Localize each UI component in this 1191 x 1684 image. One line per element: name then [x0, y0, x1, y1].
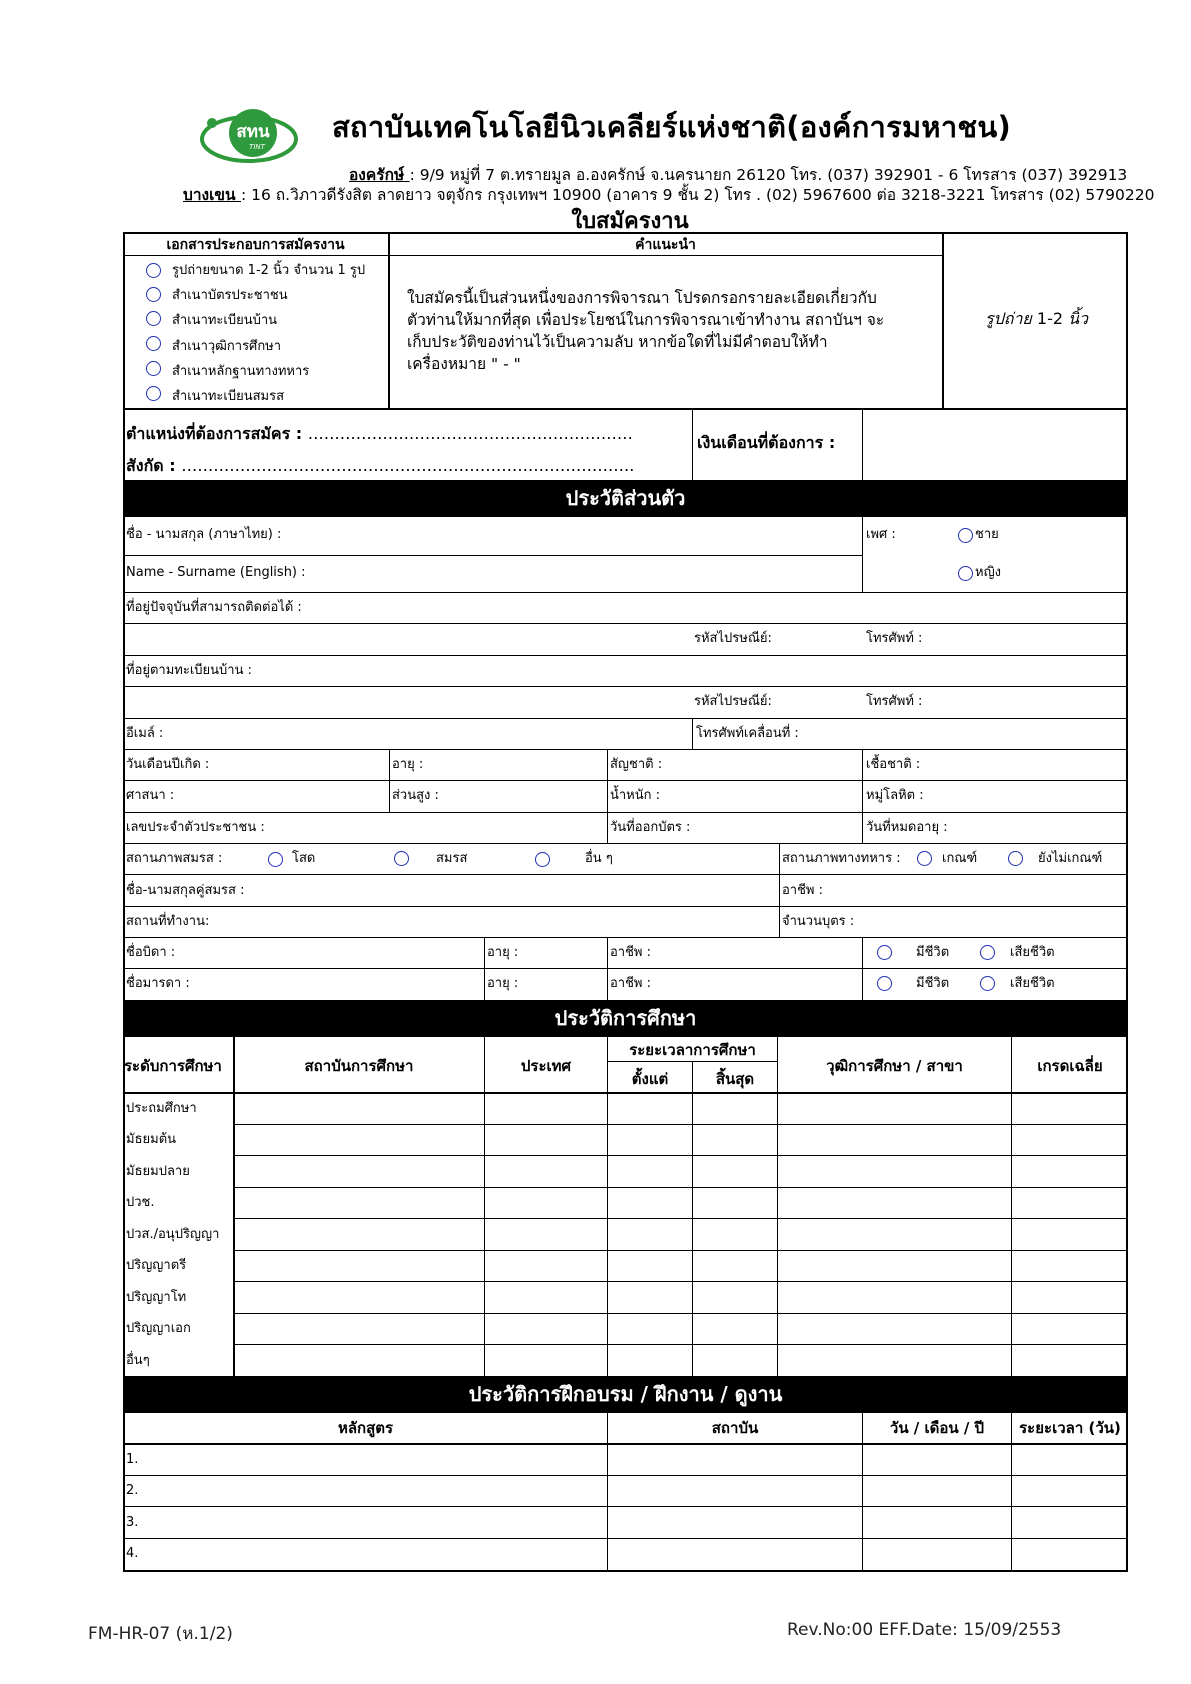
mother-alive-label: มีชีวิต [916, 976, 950, 991]
doc-checkbox-id-card[interactable] [146, 287, 161, 302]
mother-name-field[interactable]: ชื่อมารดา : [126, 976, 190, 991]
col-from: ตั้งแต่ [631, 1070, 669, 1088]
workplace-field[interactable]: สถานที่ทำงาน: [126, 914, 210, 929]
col-country: ประเทศ [520, 1057, 572, 1075]
father-alive-label: มีชีวิต [916, 945, 950, 960]
doc-checkbox-marriage[interactable] [146, 386, 161, 401]
col-to: สิ้นสุด [715, 1070, 755, 1088]
org-name: สถาบันเทคโนโลยีนิวเคลียร์แห่งชาติ(องค์การมหาชน) [332, 110, 1012, 144]
doc-checkbox-house-reg[interactable] [146, 311, 161, 326]
logo-subtext: TINT [249, 143, 265, 151]
doc-item-photo: รูปถ่ายขนาด 1-2 นิ้ว จำนวน 1 รูป [172, 263, 366, 278]
race-field[interactable]: เชื้อชาติ : [866, 757, 921, 772]
training-row-1: 1. [126, 1452, 139, 1467]
marital-status-label: สถานภาพสมรส : [126, 851, 223, 866]
mother-deceased-radio[interactable] [980, 976, 995, 991]
edu-level-master: ปริญญาโท [126, 1290, 187, 1305]
form-title: ใบสมัครงาน [571, 209, 689, 234]
father-deceased-radio[interactable] [980, 945, 995, 960]
marital-married-label: สมรส [436, 851, 468, 866]
military-not-drafted-radio[interactable] [1008, 851, 1023, 866]
postal-code-field[interactable]: รหัสไปรษณีย์: [694, 631, 772, 646]
affiliation-field[interactable]: สังกัด : …………………………………………………………………………. [126, 456, 635, 475]
form-code: FM-HR-07 (ห.1/2) [88, 1624, 233, 1644]
instructions-heading: คำแนะนำ [635, 237, 696, 253]
spouse-occupation-field[interactable]: อาชีพ : [782, 883, 824, 898]
marital-other-label: อื่น ๆ [585, 851, 613, 866]
education-heading: ประวัติการศึกษา [123, 1000, 1128, 1037]
doc-checkbox-education[interactable] [146, 336, 161, 351]
father-name-field[interactable]: ชื่อบิดา : [126, 945, 176, 960]
edu-level-lower-secondary: มัธยมต้น [126, 1132, 177, 1147]
salary-label: เงินเดือนที่ต้องการ : [697, 433, 836, 452]
sex-female-label: หญิง [975, 565, 1001, 580]
age-field[interactable]: อายุ : [392, 757, 424, 772]
doc-item-house-reg: สำเนาทะเบียนบ้าน [172, 313, 278, 328]
col-duration: ระยะเวลา (วัน) [1019, 1419, 1121, 1437]
revision-info: Rev.No:00 EFF.Date: 15/09/2553 [787, 1620, 1062, 1640]
marital-single-radio[interactable] [268, 852, 283, 867]
tint-logo [199, 104, 299, 170]
personal-heading: ประวัติส่วนตัว [123, 480, 1128, 517]
col-degree: วุฒิการศึกษา / สาขา [826, 1057, 963, 1075]
children-count-field[interactable]: จำนวนบุตร : [782, 914, 855, 929]
edu-level-vocational: ปวช. [126, 1195, 155, 1210]
weight-field[interactable]: น้ำหนัก : [610, 788, 661, 803]
edu-level-upper-secondary: มัธยมปลาย [126, 1164, 190, 1179]
col-course: หลักสูตร [337, 1419, 394, 1437]
photo-box[interactable]: รูปถ่าย 1-2 นิ้ว [985, 309, 1089, 328]
sex-male-radio[interactable] [958, 528, 973, 543]
edu-level-bachelor: ปริญญาตรี [126, 1258, 187, 1273]
name-th-field[interactable]: ชื่อ - นามสกุล (ภาษาไทย) : [126, 527, 282, 542]
address-ongkharak: องครักษ์ : 9/9 หมู่ที่ 7 ต.ทรายมูล อ.องครักษ์ จ.นครนายก 26120 โทร. (037) 392901 - 6 โทรสาร (037) 392913 [349, 166, 1128, 184]
mobile-field[interactable]: โทรศัพท์เคลื่อนที่ : [696, 726, 799, 741]
military-not-drafted-label: ยังไม่เกณฑ์ [1038, 851, 1103, 866]
spouse-name-field[interactable]: ชื่อ-นามสกุลคู่สมรส : [126, 883, 245, 898]
issue-date-field[interactable]: วันที่ออกบัตร : [610, 820, 691, 835]
col-period: ระยะเวลาการศึกษา [629, 1041, 756, 1059]
mother-deceased-label: เสียชีวิต [1010, 976, 1055, 991]
sex-male-label: ชาย [975, 527, 999, 542]
marital-single-label: โสด [292, 851, 316, 866]
training-row-3: 3. [126, 1515, 139, 1530]
expire-date-field[interactable]: วันที่หมดอายุ : [866, 820, 948, 835]
military-drafted-radio[interactable] [917, 851, 932, 866]
military-status-label: สถานภาพทางทหาร : [782, 851, 901, 866]
edu-level-doctorate: ปริญญาเอก [126, 1321, 191, 1336]
marital-other-radio[interactable] [535, 852, 550, 867]
height-field[interactable]: ส่วนสูง : [392, 788, 439, 803]
doc-item-military: สำเนาหลักฐานทางทหาร [172, 364, 310, 379]
sex-label: เพศ : [866, 527, 896, 542]
logo-text: สทน [236, 122, 270, 142]
father-alive-radio[interactable] [877, 945, 892, 960]
training-row-4: 4. [126, 1546, 139, 1561]
doc-checkbox-photo[interactable] [146, 263, 161, 278]
father-occupation-field[interactable]: อาชีพ : [610, 945, 652, 960]
father-deceased-label: เสียชีวิต [1010, 945, 1055, 960]
nationality-field[interactable]: สัญชาติ : [610, 757, 663, 772]
current-address-field[interactable]: ที่อยู่ปัจจุบันที่สามารถติดต่อได้ : [126, 600, 302, 615]
doc-checkbox-military[interactable] [146, 361, 161, 376]
col-date: วัน / เดือน / ปี [889, 1419, 985, 1437]
col-institution: สถาบันการศึกษา [304, 1057, 414, 1075]
col-gpa: เกรดเฉลี่ย [1037, 1057, 1103, 1075]
marital-married-radio[interactable] [394, 851, 409, 866]
name-en-field[interactable]: Name - Surname (English) : [126, 565, 306, 580]
col-level: ระดับการศึกษา [124, 1057, 222, 1075]
birthdate-field[interactable]: วันเดือนปีเกิด : [126, 757, 210, 772]
edu-level-diploma: ปวส./อนุปริญญา [126, 1227, 220, 1242]
mother-occupation-field[interactable]: อาชีพ : [610, 976, 652, 991]
religion-field[interactable]: ศาสนา : [126, 788, 175, 803]
id-number-field[interactable]: เลขประจำตัวประชาชน : [126, 820, 265, 835]
phone-field[interactable]: โทรศัพท์ : [866, 631, 923, 646]
training-heading: ประวัติการฝึกอบรม / ฝึกงาน / ดูงาน [123, 1376, 1128, 1413]
postal-code-2-field[interactable]: รหัสไปรษณีย์: [694, 694, 772, 709]
father-age-field[interactable]: อายุ : [487, 945, 519, 960]
doc-item-education: สำเนาวุฒิการศึกษา [172, 339, 282, 354]
documents-heading: เอกสารประกอบการสมัครงาน [166, 237, 345, 253]
address-bangkhen: บางเขน : 16 ถ.วิภาวดีรังสิต ลาดยาว จตุจักร กรุงเทพฯ 10900 (อาคาร 9 ชั้น 2) โทร . (02) 5967600 ต่อ 3218-3221 โทรสาร (02) 5790220 [183, 186, 1155, 204]
edu-level-primary: ประถมศึกษา [126, 1101, 197, 1116]
phone-2-field[interactable]: โทรศัพท์ : [866, 694, 923, 709]
blood-type-field[interactable]: หมู่โลหิต : [866, 788, 924, 803]
email-field[interactable]: อีเมล์ : [126, 726, 164, 741]
military-drafted-label: เกณฑ์ [942, 851, 978, 866]
col-training-institution: สถาบัน [711, 1419, 759, 1437]
edu-level-other: อื่นๆ [126, 1353, 150, 1368]
doc-item-marriage: สำเนาทะเบียนสมรส [172, 389, 285, 404]
sex-female-radio[interactable] [958, 566, 973, 581]
position-field[interactable]: ตำแหน่งที่ต้องการสมัคร : ……………….…………………………………… [126, 424, 633, 443]
registered-address-field[interactable]: ที่อยู่ตามทะเบียนบ้าน : [126, 663, 253, 678]
mother-alive-radio[interactable] [877, 976, 892, 991]
doc-item-id-card: สำเนาบัตรประชาชน [172, 288, 288, 303]
mother-age-field[interactable]: อายุ : [487, 976, 519, 991]
training-row-2: 2. [126, 1483, 139, 1498]
